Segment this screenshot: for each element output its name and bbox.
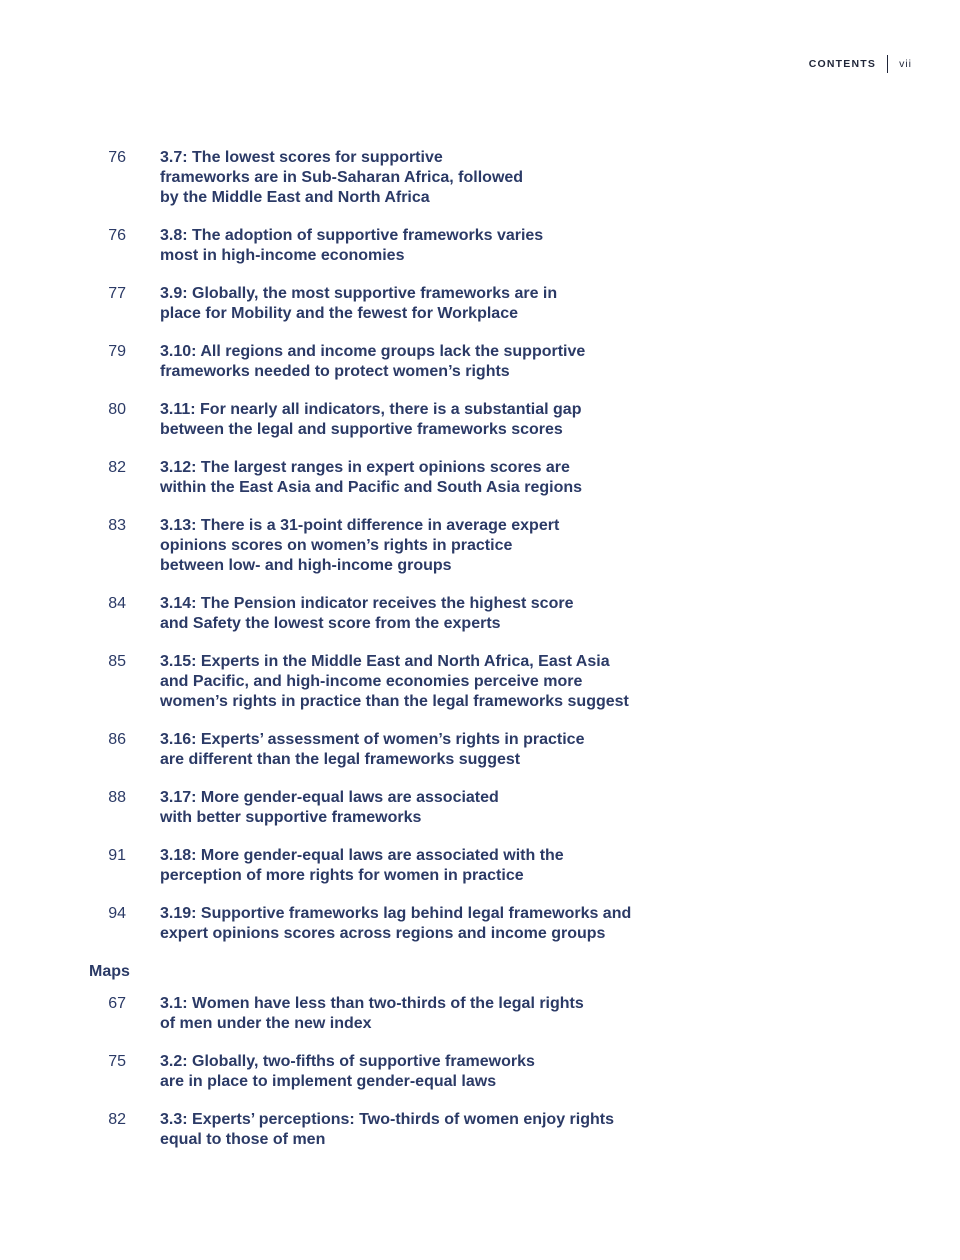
toc-entry[interactable] [0,594,960,634]
toc-entry-page: 86 [108,731,126,748]
toc-entry-page: 83 [108,517,126,534]
toc-entry[interactable] [0,342,960,382]
toc-entry-title[interactable]: 3.10: All regions and income groups lack the supportive frameworks needed to protect women’s rights [160,343,586,380]
section-heading-maps: Maps [89,963,130,980]
toc-entry-page: 75 [108,1053,126,1070]
toc-entry-title[interactable]: 3.8: The adoption of supportive frameworks varies most in high-income economies [160,227,544,264]
running-header-page-number: vii [899,58,912,70]
toc-entry-title[interactable]: 3.17: More gender-equal laws are associated with better supportive frameworks [160,789,499,826]
toc-entry[interactable] [0,400,960,440]
toc-entry-page: 76 [108,227,126,244]
toc-entry-page: 82 [108,459,126,476]
toc-entry[interactable] [0,1052,960,1092]
toc-entry[interactable] [0,730,960,770]
toc-entry-page: 77 [108,285,126,302]
toc-entry-page: 82 [108,1111,126,1128]
toc-entry-title[interactable]: 3.11: For nearly all indicators, there is a substantial gap between the legal and supportive frameworks scores [160,401,582,438]
toc-entry-title[interactable]: 3.2: Globally, two-fifths of supportive frameworks are in place to implement gender-equal laws [160,1053,535,1090]
toc-entry-title[interactable]: 3.19: Supportive frameworks lag behind legal frameworks and expert opinions scores across regions and income groups [160,905,632,942]
toc-entry-page: 84 [108,595,126,612]
toc-entry-title[interactable]: 3.7: The lowest scores for supportive frameworks are in Sub-Saharan Africa, followed by the Middle East and North Africa [160,149,524,206]
toc-entry[interactable] [0,148,960,208]
toc-entry[interactable] [0,994,960,1034]
toc-entry-title[interactable]: 3.1: Women have less than two-thirds of the legal rights of men under the new index [160,995,584,1032]
toc-entry[interactable] [0,226,960,266]
toc-entry-page: 80 [108,401,126,418]
toc-entry[interactable] [0,284,960,324]
toc-list [0,148,960,1168]
toc-entry-page: 79 [108,343,126,360]
toc-entry-title[interactable]: 3.14: The Pension indicator receives the highest score and Safety the lowest score from the experts [160,595,574,632]
toc-entry[interactable] [0,652,960,712]
toc-entry[interactable] [0,516,960,576]
toc-entry-page: 85 [108,653,126,670]
toc-entry-page: 91 [108,847,126,864]
toc-entry-page: 76 [108,149,126,166]
toc-entry-title[interactable]: 3.3: Experts’ perceptions: Two-thirds of women enjoy rights equal to those of men [160,1111,614,1148]
toc-entry-page: 88 [108,789,126,806]
running-header-section: CONTENTS [808,58,877,70]
toc-entry-page: 67 [108,995,126,1012]
toc-entry-title[interactable]: 3.15: Experts in the Middle East and North Africa, East Asia and Pacific, and high-income economies perceive more women’s rights in practice than the legal frameworks suggest [160,653,629,710]
toc-entry-page: 94 [108,905,126,922]
toc-entry[interactable] [0,788,960,828]
toc-entry[interactable] [0,846,960,886]
toc-entry-title[interactable]: 3.18: More gender-equal laws are associated with the perception of more rights for women in practice [160,847,564,884]
toc-entry[interactable] [0,904,960,944]
running-header [809,55,912,73]
toc-entry-title[interactable]: 3.12: The largest ranges in expert opinions scores are within the East Asia and Pacific and South Asia regions [160,459,583,496]
toc-entry[interactable] [0,458,960,498]
toc-entry[interactable] [0,1110,960,1150]
toc-entry-title[interactable]: 3.13: There is a 31-point difference in average expert opinions scores on women’s rights in practice between low- and high-income groups [160,517,560,574]
toc-entry-title[interactable]: 3.9: Globally, the most supportive frameworks are in place for Mobility and the fewest for Workplace [160,285,558,322]
toc-entry-title[interactable]: 3.16: Experts’ assessment of women’s rights in practice are different than the legal frameworks suggest [160,731,585,768]
